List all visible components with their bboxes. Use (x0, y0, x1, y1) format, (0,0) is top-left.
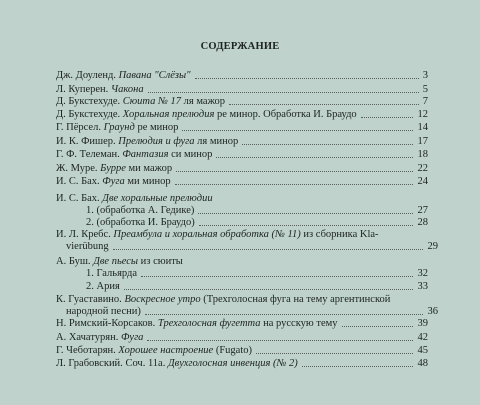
toc-entry-text (56, 96, 225, 108)
page-title: СОДЕРЖАНИЕ (200, 41, 280, 52)
entry-author: Г. Пёрсел. (56, 122, 101, 133)
page-number: 18 (417, 149, 428, 160)
leader-dots (195, 78, 419, 79)
entry-author: И. К. Фишер. (56, 136, 116, 147)
toc-entry-text (86, 281, 120, 293)
toc-entry[interactable] (56, 281, 428, 293)
page-number: 17 (417, 136, 428, 147)
leader-dots (176, 171, 413, 172)
toc-entry-text (56, 193, 213, 205)
toc-entry-text (56, 256, 183, 268)
entry-work-title: Фантазия (122, 149, 169, 160)
page-number: 33 (417, 281, 428, 292)
entry-detail: си минор (171, 149, 213, 160)
entry-work-title: Две хоральные прелюдии (102, 193, 213, 204)
toc-entry-text (56, 136, 238, 148)
toc-entry[interactable] (56, 268, 428, 280)
toc-entry-text (56, 122, 178, 134)
entry-work-title: Фуга (120, 332, 144, 343)
toc-entry-text (56, 318, 338, 330)
toc-entry-text (56, 332, 143, 344)
toc-entry-text (66, 241, 109, 253)
leader-dots (148, 92, 419, 93)
leader-dots (145, 314, 423, 315)
toc-entry-text (56, 229, 379, 241)
entry-author: А. Хачатурян. (56, 332, 119, 343)
page-number: 3 (422, 70, 428, 81)
entry-detail: (Трехголосная фуга на тему аргентинской (203, 294, 391, 305)
toc-entry[interactable] (56, 122, 428, 134)
entry-detail: ля минор (197, 136, 239, 147)
entry-author: И. Л. Кребс. (56, 229, 111, 240)
toc-entry[interactable] (56, 176, 428, 188)
toc-entry[interactable] (56, 294, 428, 306)
entry-work-title: Граунд (103, 122, 135, 133)
leader-dots (182, 130, 413, 131)
toc-entry[interactable] (56, 163, 428, 175)
page-number: 12 (417, 109, 428, 120)
entry-author: Л. Куперен. (56, 84, 109, 95)
entry-detail: ми минор (127, 176, 171, 187)
entry-author: И. С. Бах. (56, 193, 100, 204)
entry-author: Н. Римский-Корсаков. (56, 318, 156, 329)
page-number: 22 (417, 163, 428, 174)
toc-entry[interactable] (56, 193, 428, 205)
toc-entry[interactable] (56, 70, 428, 82)
entry-author: Г. Ф. Телеман. (56, 149, 120, 160)
entry-detail: 2. Ария (86, 281, 120, 292)
entry-work-title: Прелюдия и фуга (118, 136, 195, 147)
entry-detail: 1. Гальярда (86, 268, 138, 279)
entry-detail: на русскую тему (263, 318, 338, 329)
toc-entry-text (56, 163, 172, 175)
entry-detail: 2. (обработка И. Браудо) (86, 217, 195, 228)
toc-entry-text (86, 217, 195, 229)
toc-entry[interactable] (66, 241, 438, 253)
entry-work-title: Павана "Слёзы" (118, 70, 191, 81)
entry-detail: ля мажор (183, 96, 226, 107)
toc-entry[interactable] (56, 217, 428, 229)
leader-dots (216, 157, 413, 158)
entry-detail: (Fugato) (215, 345, 253, 356)
leader-dots (361, 117, 413, 118)
entry-work-title: Воскресное утро (124, 294, 201, 305)
leader-dots (242, 144, 413, 145)
toc-entry[interactable] (56, 109, 428, 121)
entry-detail: из сюиты (140, 256, 183, 267)
page-number: 32 (417, 268, 428, 279)
toc-entry[interactable] (56, 358, 428, 370)
entry-author: К. Гуаставино. (56, 294, 122, 305)
entry-work-title: Преамбула и хоральная обработка (№ 11) (113, 229, 301, 240)
entry-detail: ми мажор (128, 163, 173, 174)
entry-author: Д. Букстехуде. (56, 109, 121, 120)
page-number: 42 (417, 332, 428, 343)
entry-work-title: Фуга (102, 176, 125, 187)
entry-work-title: Трехголосная фугетта (157, 318, 261, 329)
entry-author: Ж. Муре. (56, 163, 98, 174)
entry-author: Дж. Доуленд. (56, 70, 116, 81)
entry-work-title: Хорошее настроение (118, 345, 214, 356)
page-number: 39 (417, 318, 428, 329)
entry-detail: народной песни) (66, 306, 141, 317)
leader-dots (256, 353, 413, 354)
page-number: 14 (417, 122, 428, 133)
entry-detail: 1. (обработка А. Гедике) (86, 205, 195, 216)
toc-entry[interactable] (56, 205, 428, 217)
page-number: 45 (417, 345, 428, 356)
entry-detail: ре минор. Обработка И. Браудо (216, 109, 357, 120)
toc-entry-text (56, 70, 191, 82)
toc-entry-text (56, 176, 171, 188)
leader-dots (199, 225, 413, 226)
entry-author: Д. Букстехуде. (56, 96, 121, 107)
entry-author: Г. Чеботарян. (56, 345, 116, 356)
entry-work-title: Соч. 11а. (125, 358, 166, 369)
toc-entry[interactable] (56, 149, 428, 161)
toc-entry[interactable] (56, 256, 428, 268)
page-number: 48 (417, 358, 428, 369)
toc-entry-text (56, 84, 144, 96)
page-number: 5 (422, 84, 428, 95)
page-number: 24 (417, 176, 428, 187)
toc-entry-text (56, 345, 252, 357)
entry-work-title: Сюита № 17 (122, 96, 182, 107)
page-number: 28 (417, 217, 428, 228)
entry-work-title: Бурре (100, 163, 126, 174)
toc-entry[interactable] (56, 345, 428, 357)
entry-author: Л. Грабовский. (56, 358, 123, 369)
toc-entry-text (86, 205, 194, 217)
entry-work-title: Две пьесы (93, 256, 139, 267)
entry-author: И. С. Бах. (56, 176, 100, 187)
entry-detail: из сборника Kla- (303, 229, 379, 240)
leader-dots (141, 276, 413, 277)
leader-dots (113, 249, 423, 250)
leader-dots (175, 184, 413, 185)
toc-entry-text (56, 358, 298, 370)
leader-dots (147, 340, 413, 341)
toc-entry[interactable] (56, 84, 428, 96)
page-number: 7 (422, 96, 428, 107)
toc-entry-text (56, 294, 390, 306)
toc-entry[interactable] (56, 332, 428, 344)
entry-work-title: Хоральная прелюдия (122, 109, 215, 120)
entry-detail: Двухголосная инвенция (№ 2) (167, 358, 298, 369)
entry-detail: ре минор (137, 122, 179, 133)
toc-entry[interactable] (66, 306, 438, 318)
toc-entry-text (56, 109, 357, 121)
leader-dots (198, 213, 413, 214)
toc-entry[interactable] (56, 136, 428, 148)
page-number: 27 (417, 205, 428, 216)
entry-detail: vierübung (66, 241, 109, 252)
page-number: 29 (427, 241, 438, 252)
toc-entry[interactable] (56, 318, 428, 330)
entry-author: А. Буш. (56, 256, 91, 267)
leader-dots (229, 104, 419, 105)
page-number: 36 (427, 306, 438, 317)
leader-dots (342, 326, 413, 327)
toc-entry-text (56, 149, 212, 161)
toc-entry-text (66, 306, 141, 318)
toc-entry-text (86, 268, 137, 280)
leader-dots (302, 366, 413, 367)
entry-work-title: Чакона (110, 84, 144, 95)
toc-entry[interactable] (56, 229, 428, 241)
toc-entry[interactable] (56, 96, 428, 108)
leader-dots (124, 289, 413, 290)
